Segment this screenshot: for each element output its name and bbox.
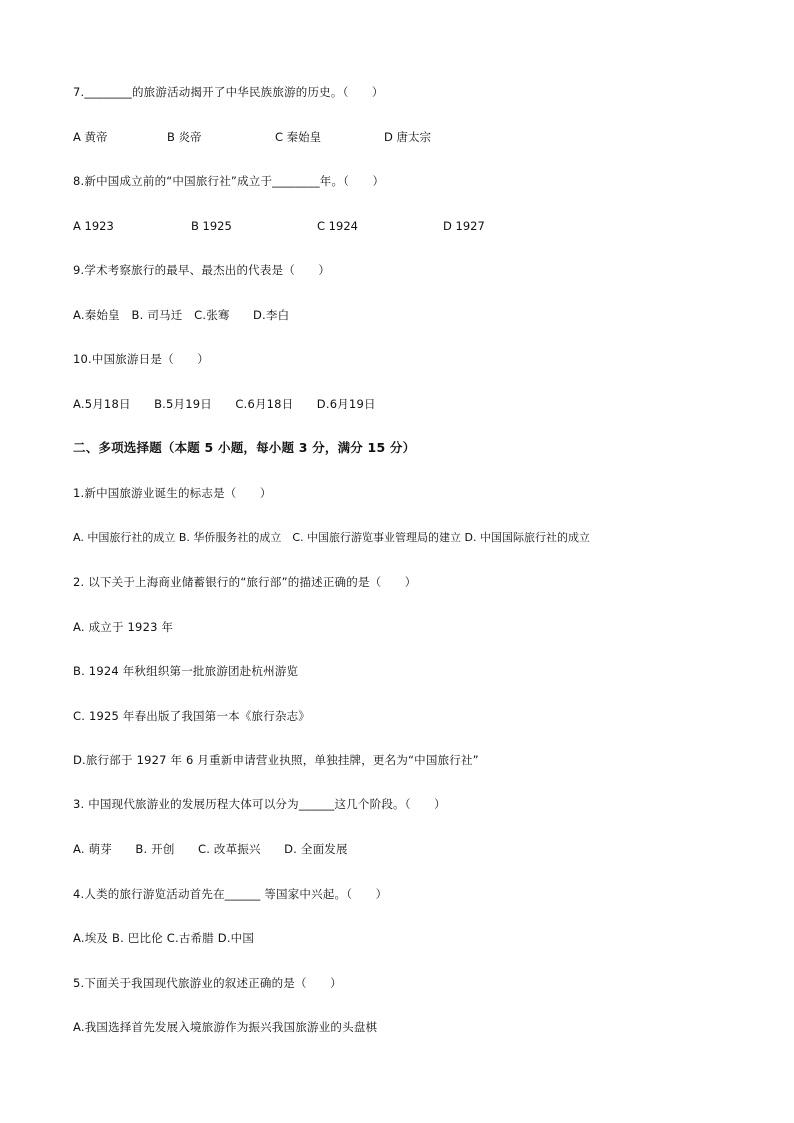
multi-question-5-option-a: A.我国选择首先发展入境旅游作为振兴我国旅游业的头盘棋 bbox=[73, 1020, 378, 1034]
multi-question-2-option-a: A. 成立于 1923 年 bbox=[73, 620, 174, 634]
multi-question-4-options: A.埃及 B. 巴比伦 C.古希腊 D.中国 bbox=[73, 931, 255, 945]
question-7-option-b: B 炎帝 bbox=[167, 130, 202, 144]
question-7-option-d: D 唐太宗 bbox=[384, 130, 432, 144]
multi-question-2-option-d: D.旅行部于 1927 年 6 月重新申请营业执照，单独挂牌，更名为“中国旅行社” bbox=[73, 753, 479, 767]
multi-question-3-stem: 3. 中国现代旅游业的发展历程大体可以分为______这几个阶段。（ ） bbox=[73, 797, 446, 811]
multi-question-5-stem: 5.下面关于我国现代旅游业的叙述正确的是（ ） bbox=[73, 976, 342, 990]
multi-question-2-stem: 2. 以下关于上海商业储蓄银行的“旅行部”的描述正确的是（ ） bbox=[73, 575, 417, 589]
question-8-option-b: B 1925 bbox=[191, 219, 232, 233]
question-8-option-d: D 1927 bbox=[443, 219, 485, 233]
multi-question-1-stem: 1.新中国旅游业诞生的标志是（ ） bbox=[73, 486, 272, 500]
question-7-stem: 7.________的旅游活动揭开了中华民族旅游的历史。（ ） bbox=[73, 85, 384, 99]
multi-question-3-options: A. 萌芽 B. 开创 C. 改革振兴 D. 全面发展 bbox=[73, 842, 348, 856]
multi-question-1-options: A. 中国旅行社的成立 B. 华侨服务社的成立 C. 中国旅行游览事业管理局的建立 D. 中国国际旅行社的成立 bbox=[73, 531, 590, 544]
multi-question-2-option-c: C. 1925 年春出版了我国第一本《旅行杂志》 bbox=[73, 709, 311, 723]
question-7-option-a: A 黄帝 bbox=[73, 130, 108, 144]
question-8-option-a: A 1923 bbox=[73, 219, 114, 233]
multi-question-2-option-b: B. 1924 年秋组织第一批旅游团赴杭州游览 bbox=[73, 664, 299, 678]
question-9-options: A.秦始皇 B. 司马迁 C.张骞 D.李白 bbox=[73, 308, 290, 322]
question-10-stem: 10.中国旅游日是（ ） bbox=[73, 352, 209, 366]
question-10-options: A.5月18日 B.5月19日 C.6月18日 D.6月19日 bbox=[73, 397, 376, 411]
question-8-stem: 8.新中国成立前的“中国旅行社”成立于________年。（ ） bbox=[73, 174, 385, 188]
multi-question-4-stem: 4.人类的旅行游览活动首先在______ 等国家中兴起。（ ） bbox=[73, 887, 388, 901]
section-two-title: 二、多项选择题（本题 5 小题，每小题 3 分，满分 15 分） bbox=[73, 440, 416, 455]
question-7-option-c: C 秦始皇 bbox=[275, 130, 322, 144]
question-9-stem: 9.学术考察旅行的最早、最杰出的代表是（ ） bbox=[73, 263, 331, 277]
question-8-option-c: C 1924 bbox=[317, 219, 358, 233]
